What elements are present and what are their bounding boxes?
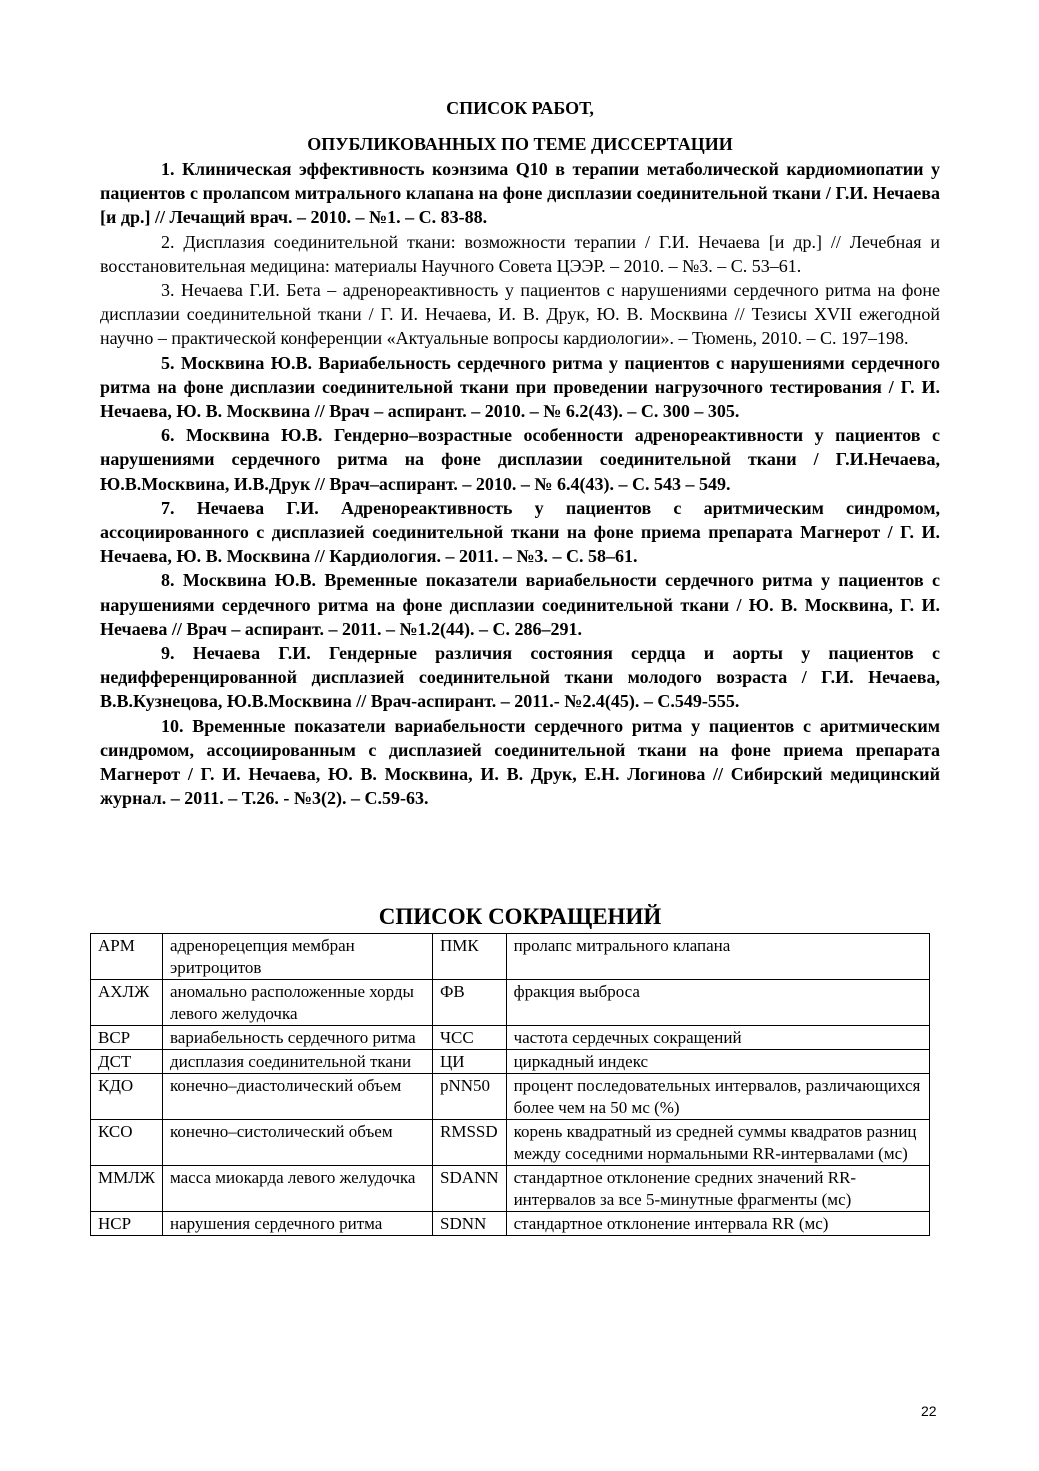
publication-item-3: 3. Нечаева Г.И. Бета – адренореактивность у пациентов с нарушениями сердечного ритма на фоне дисплазии соединительной ткани / Г. И. Нечаева, И. В. Друк, Ю. В. Москвина // Тезисы XVII ежегодной научно – практической конференции «Актуальные вопросы кардиологии». – Тюмень, 2010. – С. 197–198. xyxy=(100,280,940,349)
definition-cell: процент последовательных интервалов, различающихся более чем на 50 мс (%) xyxy=(506,1074,929,1120)
abbreviation-cell: НСР xyxy=(91,1212,163,1236)
publication-item-9: 9. Нечаева Г.И. Гендерные различия состояния сердца и аорты у пациентов с недифференцированной дисплазией соединительной ткани молодого возраста / Г.И. Нечаева, В.В.Кузнецова, Ю.В.Москвина // Врач-аспирант. – 2011.- №2.4(45). – С.549-555. xyxy=(100,643,940,712)
table-row xyxy=(91,934,930,980)
definition-cell: частота сердечных сокращений xyxy=(506,1026,929,1050)
definition-cell: стандартное отклонение средних значений RR-интервалов за все 5-минутные фрагменты (мс) xyxy=(506,1166,929,1212)
abbreviation-cell: pNN50 xyxy=(433,1074,507,1120)
abbreviation-cell: ВСР xyxy=(91,1026,163,1050)
definition-cell: адренорецепция мембран эритроцитов xyxy=(163,934,433,980)
abbreviations-heading: СПИСОК СОКРАЩЕНИЙ xyxy=(378,904,662,929)
definition-cell: аномально расположенные хорды левого желудочка xyxy=(163,980,433,1026)
definition-cell: вариабельность сердечного ритма xyxy=(163,1026,433,1050)
abbreviation-cell: SDANN xyxy=(433,1166,507,1212)
definition-cell: дисплазия соединительной ткани xyxy=(163,1050,433,1074)
table-row xyxy=(91,1166,930,1212)
abbreviation-cell: SDNN xyxy=(433,1212,507,1236)
table-row xyxy=(91,1120,930,1166)
publication-item-6: 6. Москвина Ю.В. Гендерно–возрастные особенности адренореактивности у пациентов с нарушениями сердечного ритма на фоне дисплазии соединительной ткани / Г.И.Нечаева, Ю.В.Москвина, И.В.Друк // Врач–аспирант. – 2010. – № 6.4(43). – С. 543 – 549. xyxy=(100,425,940,494)
publication-item-5: 5. Москвина Ю.В. Вариабельность сердечного ритма у пациентов с нарушениями сердечного ритма на фоне дисплазии соединительной ткани при проведении нагрузочного тестирования / Г. И. Нечаева, Ю. В. Москвина // Врач – аспирант. – 2010. – № 6.2(43). – С. 300 – 305. xyxy=(100,352,940,422)
table-row xyxy=(91,1074,930,1120)
definition-cell: корень квадратный из средней суммы квадратов разниц между соседними нормальными RR-интервалами (мс) xyxy=(506,1120,929,1166)
table-row xyxy=(91,980,930,1026)
abbreviation-cell: ФВ xyxy=(433,980,507,1026)
definition-cell: фракция выброса xyxy=(506,980,929,1026)
definition-cell: стандартное отклонение интервала RR (мс) xyxy=(506,1212,929,1236)
abbreviation-cell: КСО xyxy=(91,1120,163,1166)
publication-item-10: 10. Временные показатели вариабельности сердечного ритма у пациентов с аритмическим синдромом, ассоциированным с дисплазией соединительной ткани на фоне приема препарата Магнерот / Г. И. Нечаева, Ю. В. Москвина, И. В. Друк, Е.Н. Логинова // Сибирский медицинский журнал. – 2011. – Т.26. - №3(2). – С.59-63. xyxy=(100,715,940,809)
publications-list xyxy=(100,157,940,810)
definition-cell: конечно–систолический объем xyxy=(163,1120,433,1166)
definition-cell: пролапс митрального клапана xyxy=(506,934,929,980)
definition-cell: конечно–диастолический объем xyxy=(163,1074,433,1120)
publication-item-1: 1. Клиническая эффективность коэнзима Q10 в терапии метаболической кардиомиопатии у пациентов с пролапсом митрального клапана на фоне дисплазии соединительной ткани / Г.И. Нечаева [и др.] // Лечащий врач. – 2010. – №1. – С. 83-88. xyxy=(100,159,940,228)
publications-heading-line2: ОПУБЛИКОВАННЫХ ПО ТЕМЕ ДИССЕРТАЦИИ xyxy=(307,134,733,154)
abbreviation-cell: ММЛЖ xyxy=(91,1166,163,1212)
table-row xyxy=(91,1026,930,1050)
table-row xyxy=(91,1050,930,1074)
abbreviations-table xyxy=(90,933,930,1236)
abbreviation-cell: АРМ xyxy=(91,934,163,980)
publication-item-2: 2. Дисплазия соединительной ткани: возможности терапии / Г.И. Нечаева [и др.] // Лечебная и восстановительная медицина: материалы Научного Совета ЦЭЭР. – 2010. – №3. – С. 53–61. xyxy=(100,231,940,276)
abbreviation-cell: ЦИ xyxy=(433,1050,507,1074)
definition-cell: нарушения сердечного ритма xyxy=(163,1212,433,1236)
definition-cell: циркадный индекс xyxy=(506,1050,929,1074)
abbreviation-cell: ЧСС xyxy=(433,1026,507,1050)
definition-cell: масса миокарда левого желудочка xyxy=(163,1166,433,1212)
page-number: 22 xyxy=(921,1403,937,1419)
abbreviation-cell: ПМК xyxy=(433,934,507,980)
publication-item-7: 7. Нечаева Г.И. Адренореактивность у пациентов с аритмическим синдромом, ассоциированного с дисплазией соединительной ткани на фоне приема препарата Магнерот / Г. И. Нечаева, Ю. В. Москвина // Кардиология. – 2011. – №3. – С. 58–61. xyxy=(100,497,940,567)
publications-heading-line1: СПИСОК РАБОТ, xyxy=(446,98,594,118)
publication-item-8: 8. Москвина Ю.В. Временные показатели вариабельности сердечного ритма у пациентов с нарушениями сердечного ритма на фоне дисплазии соединительной ткани / Ю. В. Москвина, Г. И. Нечаева // Врач – аспирант. – 2011. – №1.2(44). – С. 286–291. xyxy=(100,570,940,639)
table-row xyxy=(91,1212,930,1236)
abbreviation-cell: КДО xyxy=(91,1074,163,1120)
abbreviation-cell: RMSSD xyxy=(433,1120,507,1166)
abbreviation-cell: ДСТ xyxy=(91,1050,163,1074)
abbreviation-cell: АХЛЖ xyxy=(91,980,163,1026)
